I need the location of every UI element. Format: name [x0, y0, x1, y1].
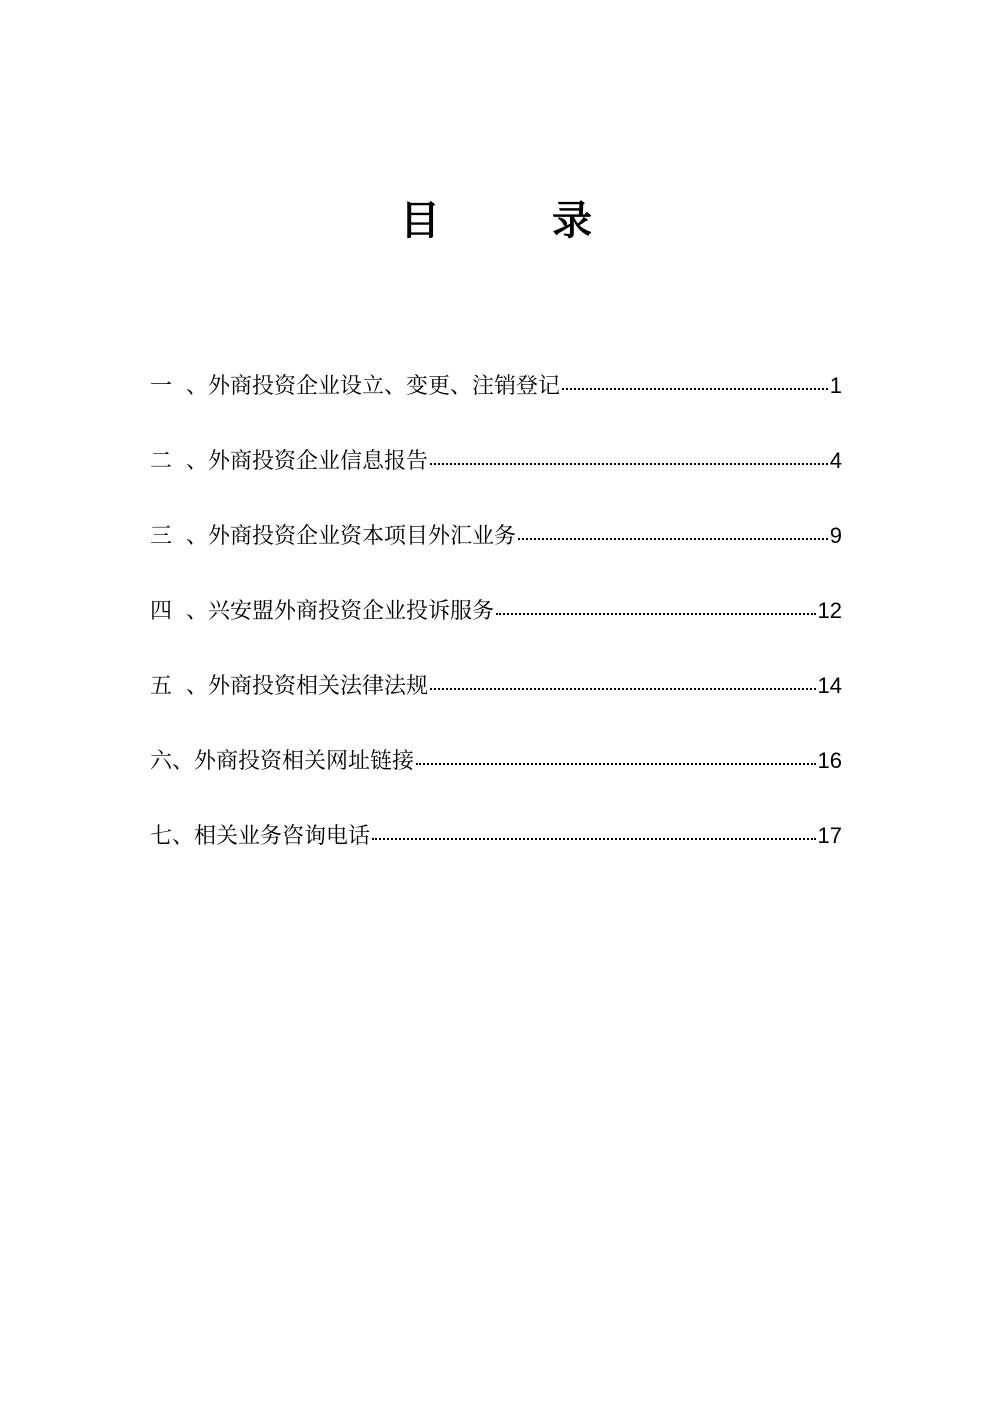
- toc-page-number: 16: [817, 748, 842, 773]
- toc-entry[interactable]: [150, 593, 842, 668]
- toc-entry-number: 四: [150, 599, 173, 624]
- toc-entry-text: 、外商投资企业信息报告: [186, 449, 429, 474]
- toc-entry-number: 七: [150, 824, 173, 849]
- toc-entry-text: 、外商投资相关法律法规: [186, 674, 429, 699]
- toc-entry-text: 、外商投资相关网址链接: [172, 749, 415, 774]
- toc-dot-leader: [372, 838, 815, 840]
- toc-page-number: 9: [829, 523, 842, 548]
- toc-dot-leader: [496, 613, 815, 615]
- toc-entry[interactable]: [150, 518, 842, 593]
- toc-entry-text: 、相关业务咨询电话: [172, 824, 371, 849]
- toc-page-number: 12: [817, 598, 842, 623]
- toc-entry-text: 、兴安盟外商投资企业投诉服务: [186, 599, 495, 624]
- toc-entry-number: 六: [150, 749, 173, 774]
- toc-list: [150, 368, 842, 893]
- toc-dot-leader: [430, 463, 828, 465]
- toc-page-number: 14: [817, 673, 842, 698]
- toc-entry-text: 、外商投资企业设立、变更、注销登记: [186, 374, 561, 399]
- toc-entry-number: 三: [150, 524, 173, 549]
- toc-page-number: 4: [829, 448, 842, 473]
- toc-dot-leader: [518, 538, 828, 540]
- toc-entry-number: 二: [150, 449, 173, 474]
- toc-page-number: 1: [829, 373, 842, 398]
- toc-dot-leader: [562, 388, 828, 390]
- toc-dot-leader: [416, 763, 815, 765]
- toc-entry-number: 一: [150, 374, 173, 399]
- toc-entry[interactable]: [150, 668, 842, 743]
- toc-title: 目 录: [400, 197, 628, 244]
- toc-entry[interactable]: [150, 818, 842, 893]
- toc-page-number: 17: [817, 823, 842, 848]
- toc-entry[interactable]: [150, 743, 842, 818]
- toc-entry[interactable]: [150, 443, 842, 518]
- toc-dot-leader: [430, 688, 815, 690]
- toc-entry-text: 、外商投资企业资本项目外汇业务: [186, 524, 517, 549]
- toc-entry[interactable]: [150, 368, 842, 443]
- toc-entry-number: 五: [150, 674, 173, 699]
